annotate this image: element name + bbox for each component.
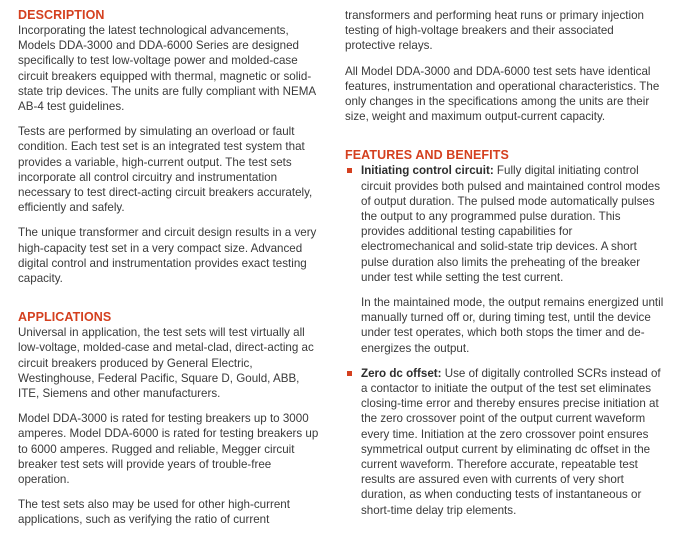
description-paragraph: The unique transformer and circuit design results in a very high-capacity test set in a very compact size. Advanced digital control and instrumentation provides exact testing capacity. <box>18 226 317 286</box>
feature-item-initiating-control <box>345 163 665 285</box>
continuation-paragraph: transformers and performing heat runs or primary injection testing of high-voltage breakers and their associated protective relays. <box>345 9 644 53</box>
right-column <box>345 8 665 528</box>
feature-item-zero-dc-offset <box>345 366 665 518</box>
description-paragraph: Incorporating the latest technological advancements, Models DDA-3000 and DDA-6000 Series are designed specifically to test low-voltage power and molded-case circuit breakers equipped with thermal, magnetic or solid-state trip devices. The units are fully compliant with NEMA AB-4 test guidelines. <box>18 24 316 114</box>
feature-lead: Initiating control circuit: <box>361 164 494 178</box>
features-heading: FEATURES AND BENEFITS <box>345 148 509 163</box>
feature-text: Use of digitally controlled SCRs instead of a contactor to initiate the output of the test set eliminates closing-time error and thereby ensures precise initiation at the zero crossover point of the output current waveform every time. Initiation at the zero crossover point ensures symmetrical output current by eliminating dc offset in the current waveform. Therefore accurate, repeatable test results are assured even with currents of very short duration, as when conducting tests of instantaneous or short-time delay trip elements. <box>361 366 661 517</box>
applications-paragraph: Model DDA-3000 is rated for testing breakers up to 3000 amperes. Model DDA-6000 is rated for testing breakers up to 6000 amperes. Rugged and reliable, Megger circuit breaker test sets will provide years of trouble-free operation. <box>18 412 319 487</box>
description-paragraph: Tests are performed by simulating an overload or fault condition. Each test set is an integrated test system that provides a variable, high-current output. The test sets incorporate all control circuitry and instrumentation necessary to test direct-acting circuit breakers accurately, efficiently and safely. <box>18 125 313 215</box>
applications-paragraph: Universal in application, the test sets will test virtually all low-voltage, molded-case and metal-clad, direct-acting ac circuit breakers produced by General Electric, Westinghouse, Federal Pacific, Square D, Gould, ABB, ITE, Siemens and other manufacturers. <box>18 326 314 401</box>
feature-extra-paragraph: In the maintained mode, the output remains energized until manually turned off or, during timing test, until the device under test operates, which both stops the timer and de-energizes the output. <box>361 296 664 355</box>
square-bullet-icon <box>347 168 352 173</box>
continuation-paragraph: All Model DDA-3000 and DDA-6000 test sets have identical features, instrumentation and operational characteristics. The only changes in the specifications among the units are their size, weight and maximum output-current capacity. <box>345 64 660 124</box>
applications-heading: APPLICATIONS <box>18 310 112 325</box>
applications-paragraph: The test sets also may be used for other high-current applications, such as verifying the ratio of current <box>18 498 290 527</box>
square-bullet-icon <box>347 371 352 376</box>
left-column <box>18 8 323 538</box>
description-heading: DESCRIPTION <box>18 8 105 22</box>
feature-text: Fully digital initiating control circuit provides both pulsed and maintained control modes of output duration. The pulsed mode automatically pulses the output to any programmed pulse duration. This provides additional testing capabilities for electromechanical and solid-state trip devices. A short pulse duration also limits the preheating of the breaker under test while setting the test current. <box>361 164 661 284</box>
feature-lead: Zero dc offset: <box>361 366 442 380</box>
